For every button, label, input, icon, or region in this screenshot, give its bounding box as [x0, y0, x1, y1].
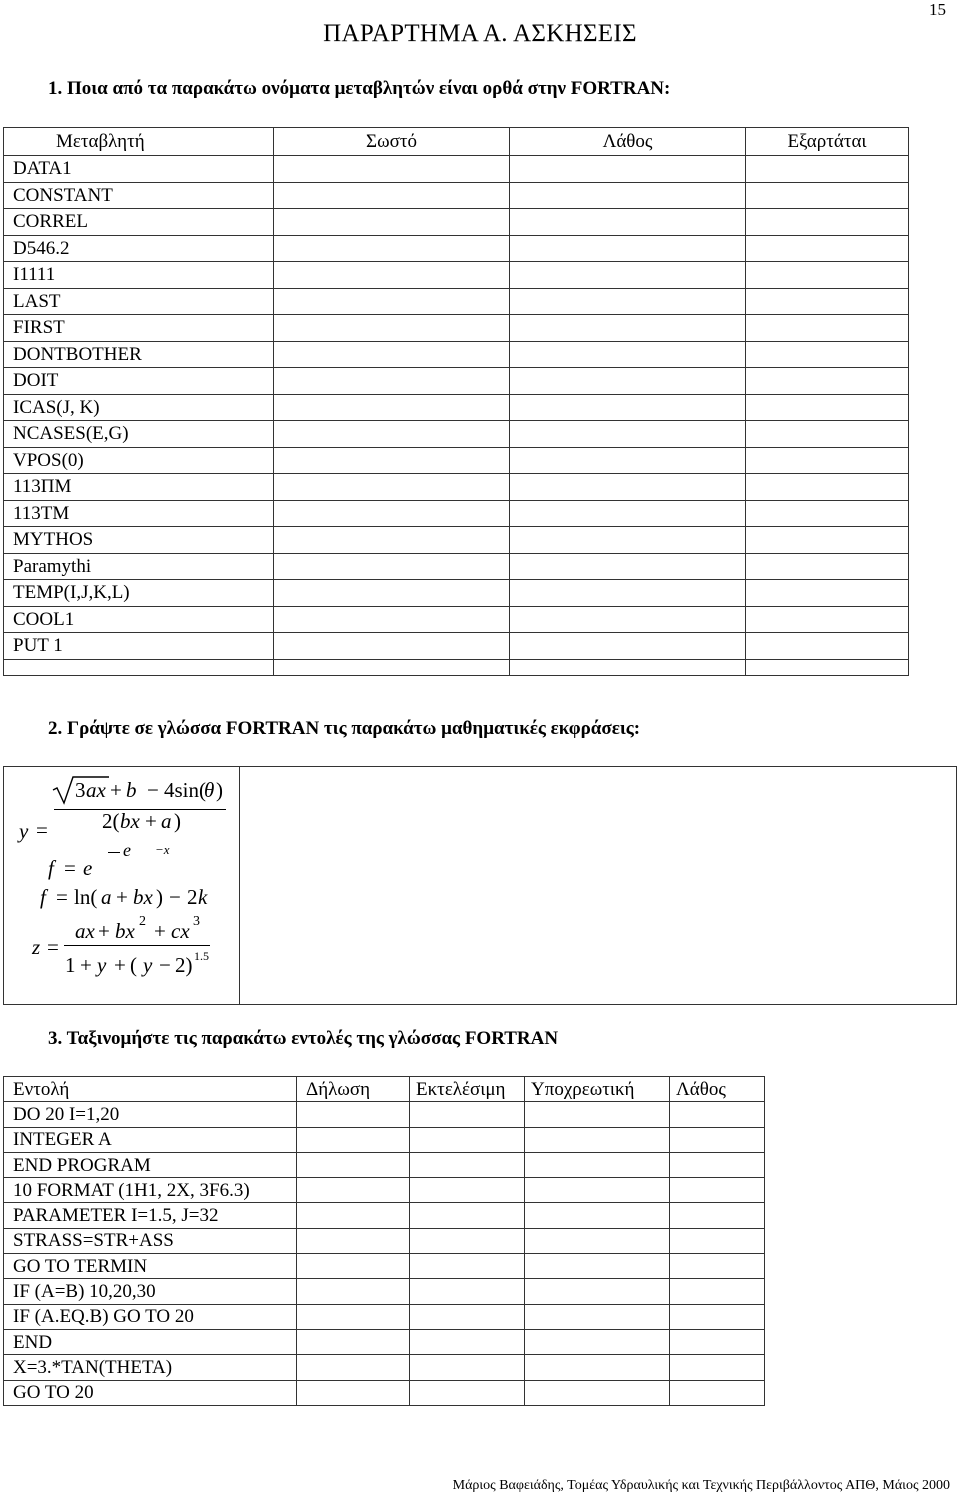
answer-cell: [510, 368, 746, 395]
answer-cell: [510, 156, 746, 183]
table-row: [4, 394, 909, 421]
question-1: 1. Ποια από τα παρακάτω ονόματα μεταβλητών είναι ορθά στην FORTRAN:: [48, 78, 671, 99]
answer-cell: [510, 315, 746, 342]
answer-cell: [410, 1329, 525, 1354]
answer-cell: [525, 1380, 670, 1405]
formula-f1-eq: =: [64, 856, 76, 880]
answer-cell: [274, 394, 510, 421]
answer-cell: [510, 606, 746, 633]
answer-cell: [274, 606, 510, 633]
table-row: [4, 1279, 765, 1304]
table-row: [4, 1329, 765, 1354]
answer-cell: [410, 1355, 525, 1380]
table-row: [4, 1178, 765, 1203]
answer-cell: [274, 421, 510, 448]
variable-name-cell: CONSTANT: [4, 182, 274, 209]
variable-name-cell: MYTHOS: [4, 527, 274, 554]
formula-z-den-minus: −: [159, 953, 171, 977]
formula-y-den-a: a: [161, 809, 172, 833]
question-2: 2. Γράψτε σε γλώσσα FORTRAN τις παρακάτω μαθηματικές εκφράσεις:: [48, 718, 641, 739]
table-row: [4, 209, 909, 236]
table-row: [4, 633, 909, 660]
formula-box-divider: [239, 767, 240, 1004]
answer-cell: [670, 1152, 765, 1177]
table-row: [4, 1355, 765, 1380]
table-row: [4, 474, 909, 501]
answer-cell: [274, 209, 510, 236]
answer-cell: [746, 368, 909, 395]
answer-cell: [746, 659, 909, 675]
answer-cell: [410, 1279, 525, 1304]
variable-name-cell: DOIT: [4, 368, 274, 395]
answer-cell: [746, 288, 909, 315]
table-row: [4, 447, 909, 474]
formula-z-den-y2: y: [143, 953, 153, 977]
page-title: ΠΑΡΑΡΤΗΜΑ Α. ΑΣΚΗΣΕΙΣ: [323, 20, 637, 47]
answer-cell: [410, 1102, 525, 1127]
formula-f2-close: ): [156, 885, 163, 909]
answer-cell: [274, 580, 510, 607]
formula-y-den-bx: bx: [120, 809, 140, 833]
command-cell: END PROGRAM: [4, 1152, 297, 1177]
answer-cell: [525, 1228, 670, 1253]
formula-f2-k: k: [198, 885, 208, 909]
answer-cell: [274, 156, 510, 183]
answer-cell: [510, 394, 746, 421]
variable-name-cell: Paramythi: [4, 553, 274, 580]
formula-y-num-plus: +: [110, 778, 122, 802]
answer-cell: [670, 1127, 765, 1152]
answer-cell: [746, 182, 909, 209]
formula-f1-exp-x: −x: [155, 842, 170, 857]
answer-cell: [510, 288, 746, 315]
command-cell: END: [4, 1329, 297, 1354]
answer-cell: [4, 659, 274, 675]
answer-cell: [274, 368, 510, 395]
table-row: [4, 421, 909, 448]
formula-f2-bx: bx: [133, 885, 153, 909]
command-cell: IF (A=B) 10,20,30: [4, 1279, 297, 1304]
answer-cell: [510, 500, 746, 527]
answer-cell: [525, 1254, 670, 1279]
answer-cell: [670, 1355, 765, 1380]
answer-cell: [297, 1102, 410, 1127]
formula-y-num-theta: θ: [204, 778, 215, 802]
answer-cell: [510, 182, 746, 209]
table-row: [4, 1254, 765, 1279]
command-cell: DO 20 I=1,20: [4, 1102, 297, 1127]
answer-cell: [510, 262, 746, 289]
table-row: [4, 1102, 765, 1127]
answer-cell: [746, 262, 909, 289]
answer-cell: [274, 659, 510, 675]
formula-f2-minus: −: [169, 885, 181, 909]
variable-name-cell: 113ΤΜ: [4, 500, 274, 527]
command-cell: STRASS=STR+ASS: [4, 1228, 297, 1253]
answer-cell: [510, 580, 746, 607]
answer-cell: [746, 633, 909, 660]
page-number: 15: [929, 0, 946, 19]
formula-y-num-minus: −: [147, 778, 159, 802]
variable-name-cell: PUT 1: [4, 633, 274, 660]
answer-cell: [670, 1228, 765, 1253]
table-row: [4, 553, 909, 580]
answer-cell: [746, 527, 909, 554]
variable-name-cell: CORREL: [4, 209, 274, 236]
answer-cell: [525, 1304, 670, 1329]
variable-name-cell: DONTBOTHER: [4, 341, 274, 368]
header-mandatory: Υποχρεωτική: [525, 1077, 670, 1102]
command-cell: INTEGER A: [4, 1127, 297, 1152]
answer-cell: [746, 606, 909, 633]
answer-cell: [525, 1127, 670, 1152]
formula-z-num-plus1: +: [98, 919, 110, 943]
answer-cell: [670, 1380, 765, 1405]
answer-cell: [410, 1127, 525, 1152]
table-header-row: [4, 1077, 765, 1102]
answer-cell: [670, 1329, 765, 1354]
answer-cell: [670, 1203, 765, 1228]
table-row: [4, 235, 909, 262]
answer-cell: [510, 633, 746, 660]
formula-z-num-sup2: 2: [139, 914, 146, 929]
formula-z-num-ax: ax: [75, 919, 95, 943]
table-row: [4, 368, 909, 395]
command-cell: 10 FORMAT (1H1, 2X, 3F6.3): [4, 1178, 297, 1203]
commands-table: [3, 1076, 765, 1406]
answer-cell: [297, 1304, 410, 1329]
answer-cell: [670, 1178, 765, 1203]
answer-cell: [746, 474, 909, 501]
question-3: 3. Ταξινομήστε τις παρακάτω εντολές της γλώσσας FORTRAN: [48, 1028, 559, 1049]
formula-f1-minus-mark: [108, 852, 120, 853]
answer-cell: [670, 1279, 765, 1304]
variables-table: [3, 127, 909, 676]
answer-cell: [525, 1355, 670, 1380]
table-row: [4, 182, 909, 209]
answer-cell: [297, 1178, 410, 1203]
header-declaration: Δήλωση: [297, 1077, 410, 1102]
answer-cell: [410, 1178, 525, 1203]
answer-cell: [274, 341, 510, 368]
answer-cell: [525, 1152, 670, 1177]
answer-cell: [746, 580, 909, 607]
formula-z-num-bx: bx: [115, 919, 135, 943]
answer-cell: [297, 1355, 410, 1380]
formula-f2-2: 2: [187, 885, 198, 909]
formula-z-den-exp: 1.5: [194, 949, 209, 963]
answer-cell: [746, 209, 909, 236]
table-header-row: [4, 128, 909, 156]
answer-cell: [510, 421, 746, 448]
formula-f2-plus: +: [116, 885, 128, 909]
formula-box: [3, 766, 957, 1005]
formula-f1-e: e: [83, 856, 93, 880]
answer-cell: [510, 235, 746, 262]
command-cell: GO TO TERMIN: [4, 1254, 297, 1279]
answer-cell: [274, 633, 510, 660]
answer-cell: [297, 1279, 410, 1304]
formula-y-den-open: 2(: [102, 809, 120, 833]
formula-z-den-plus1: +: [80, 953, 92, 977]
table-row: [4, 1203, 765, 1228]
formula-z-eq: =: [47, 935, 59, 959]
answer-cell: [510, 659, 746, 675]
formula-z-den-y: y: [97, 953, 107, 977]
answer-cell: [274, 262, 510, 289]
answer-cell: [274, 235, 510, 262]
answer-cell: [274, 447, 510, 474]
answer-cell: [510, 447, 746, 474]
answer-cell: [746, 500, 909, 527]
formula-z-den-open: (: [130, 953, 137, 977]
table-row: [4, 1380, 765, 1405]
formula-z-den-plus2: +: [114, 953, 126, 977]
formula-z-den-1: 1: [65, 953, 76, 977]
variable-name-cell: TEMP(I,J,K,L): [4, 580, 274, 607]
formula-z-lhs: z: [32, 935, 41, 959]
answer-cell: [746, 447, 909, 474]
formula-f2-ln: ln(: [74, 885, 98, 909]
formula-z-num-sup3: 3: [193, 914, 200, 929]
formula-y-den-plus: +: [145, 809, 157, 833]
header-wrong: Λάθος: [510, 128, 746, 156]
answer-cell: [410, 1152, 525, 1177]
variable-name-cell: FIRST: [4, 315, 274, 342]
formula-y-eq: =: [36, 818, 48, 842]
command-cell: X=3.*TAN(THETA): [4, 1355, 297, 1380]
answer-cell: [525, 1102, 670, 1127]
answer-cell: [510, 527, 746, 554]
answer-cell: [746, 156, 909, 183]
answer-cell: [525, 1279, 670, 1304]
table-row: [4, 341, 909, 368]
variable-name-cell: DATA1: [4, 156, 274, 183]
formula-y-num-3: 3: [75, 778, 86, 802]
answer-cell: [746, 421, 909, 448]
answer-cell: [297, 1127, 410, 1152]
formula-f1-lhs: f: [48, 856, 54, 880]
formula-f2-lhs: f: [40, 885, 46, 909]
header-command: Εντολή: [4, 1077, 297, 1102]
table-row: [4, 262, 909, 289]
answer-cell: [274, 182, 510, 209]
answer-cell: [746, 315, 909, 342]
answer-cell: [297, 1152, 410, 1177]
variable-name-cell: LAST: [4, 288, 274, 315]
formula-f2-eq: =: [56, 885, 68, 909]
answer-cell: [525, 1203, 670, 1228]
answer-cell: [746, 553, 909, 580]
answer-cell: [274, 474, 510, 501]
answer-cell: [410, 1228, 525, 1253]
table-row: [4, 1127, 765, 1152]
table-row: [4, 156, 909, 183]
formula-y-num-sin: 4sin(: [164, 778, 206, 802]
variable-name-cell: COOL1: [4, 606, 274, 633]
answer-cell: [274, 553, 510, 580]
header-depends: Εξαρτάται: [746, 128, 909, 156]
table-row: [4, 1152, 765, 1177]
answer-cell: [274, 527, 510, 554]
answer-cell: [297, 1329, 410, 1354]
answer-cell: [410, 1254, 525, 1279]
variable-name-cell: 113ΠΜ: [4, 474, 274, 501]
answer-cell: [525, 1329, 670, 1354]
table-row-empty: [4, 659, 909, 675]
formula-z-num-plus2: +: [154, 919, 166, 943]
variable-name-cell: VPOS(0): [4, 447, 274, 474]
answer-cell: [746, 235, 909, 262]
footer: Μάριος Βαφειάδης, Τομέας Υδραυλικής και Τεχνικής Περιβάλλοντος ΑΠΘ, Μάιος 2000: [452, 1478, 950, 1493]
command-cell: PARAMETER I=1.5, J=32: [4, 1203, 297, 1228]
answer-cell: [746, 394, 909, 421]
formula-y-num-b: b: [126, 778, 137, 802]
answer-cell: [670, 1254, 765, 1279]
answer-cell: [410, 1304, 525, 1329]
answer-cell: [510, 553, 746, 580]
formula-y-den-close: ): [174, 809, 181, 833]
answer-cell: [274, 288, 510, 315]
formula-f1-exp-e: e: [123, 840, 131, 860]
variable-name-cell: NCASES(E,G): [4, 421, 274, 448]
answer-cell: [410, 1203, 525, 1228]
formula-y-num-ax: ax: [86, 778, 106, 802]
variable-name-cell: I1111: [4, 262, 274, 289]
header-variable: Μεταβλητή: [4, 128, 274, 156]
variable-name-cell: D546.2: [4, 235, 274, 262]
answer-cell: [297, 1254, 410, 1279]
formula-y-lhs: y: [19, 819, 29, 843]
command-cell: GO TO 20: [4, 1380, 297, 1405]
header-correct: Σωστό: [274, 128, 510, 156]
formula-z-num-cx: cx: [171, 919, 190, 943]
answer-cell: [274, 315, 510, 342]
answer-cell: [670, 1102, 765, 1127]
formula-z-den-2: 2): [175, 953, 193, 977]
table-row: [4, 580, 909, 607]
table-row: [4, 500, 909, 527]
table-row: [4, 315, 909, 342]
formula-y-num-close: ): [216, 778, 223, 802]
table-row: [4, 527, 909, 554]
answer-cell: [297, 1203, 410, 1228]
table-row: [4, 1304, 765, 1329]
command-cell: IF (A.EQ.B) GO TO 20: [4, 1304, 297, 1329]
variable-name-cell: ICAS(J, K): [4, 394, 274, 421]
header-error: Λάθος: [670, 1077, 765, 1102]
header-executable: Εκτελέσιμη: [410, 1077, 525, 1102]
answer-cell: [410, 1380, 525, 1405]
answer-cell: [510, 474, 746, 501]
answer-cell: [297, 1228, 410, 1253]
table-row: [4, 288, 909, 315]
answer-cell: [510, 341, 746, 368]
answer-cell: [670, 1304, 765, 1329]
formula-z-fraction-line: [64, 945, 210, 946]
formula-y-fraction-line: [54, 809, 226, 810]
answer-cell: [274, 500, 510, 527]
answer-cell: [746, 341, 909, 368]
formula-f2-a: a: [101, 885, 112, 909]
table-row: [4, 606, 909, 633]
answer-cell: [297, 1380, 410, 1405]
table-row: [4, 1228, 765, 1253]
answer-cell: [510, 209, 746, 236]
answer-cell: [525, 1178, 670, 1203]
